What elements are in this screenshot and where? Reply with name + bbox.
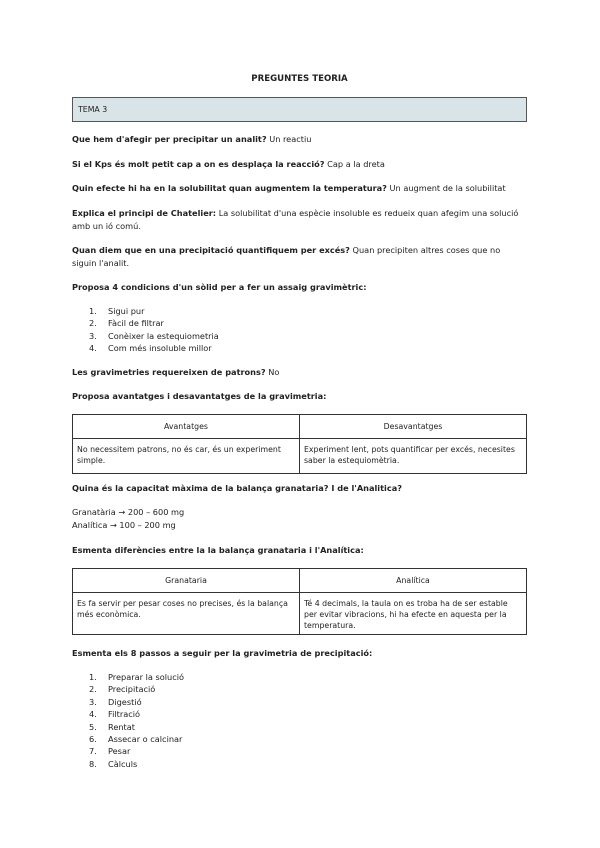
section-header [72,97,527,122]
table-header: Avantatges [73,415,300,439]
question-10 [72,544,527,557]
question-4 [72,207,527,232]
list-item: 3. Conèixer la estequiometria [89,330,219,341]
answer-text: No [268,367,280,377]
question-9 [72,482,527,495]
question-text: Si el Kps és molt petit cap a on es desplaça la reacció? [72,159,325,169]
question-text: Proposa 4 condicions d'un sòlid per a fer un assaig gravimètric: [72,282,367,292]
question-7 [72,366,527,379]
table-cell: No necessitem patrons, no és car, és un experiment simple. [73,439,300,474]
balance-comparison-table [72,568,527,635]
answer-text: Cap a la dreta [327,159,385,169]
page-title: PREGUNTES TEORIA [251,74,348,84]
list-item: 7. Pesar [89,746,131,757]
pros-cons-table [72,414,527,474]
question-3 [72,182,527,195]
question-text: Explica el principi de Chatelier: [72,208,217,218]
question-text: Esmenta diferències entre la la balança granataria i l'Analítica: [72,545,364,555]
table-header: Granataria [73,569,300,593]
list-item: 1. Sigui pur [89,306,145,316]
question-1 [72,133,527,146]
list-item: 6. Assecar o calcinar [89,734,183,745]
list-item: 4. Filtració [89,709,141,720]
question-8 [72,390,527,403]
question-text: Les gravimetries requereixen de patrons? [72,367,266,377]
question-text: Quina és la capacitat màxima de la balança granataria? I de l'Analitica? [72,483,402,493]
answer-text: Quan precipiten altres coses que no siguin l'analit. [72,245,501,268]
answer-text: Un augment de la solubilitat [389,183,506,193]
table-header: Analítica [300,569,527,593]
table-header: Desavantatges [300,415,527,439]
table-cell: Té 4 decimals, la taula on es troba ha de ser estable per evitar vibracions, hi ha efecte en aquesta per la temperatura. [300,593,527,635]
question-5 [72,244,527,269]
section-label: TEMA 3 [78,105,108,114]
list-item: 5. Rentat [89,721,135,732]
question-11 [72,647,527,660]
question-text: Que hem d'afegir per precipitar un analit? [72,134,267,144]
question-text: Quin efecte hi ha en la solubilitat quan augmentem la temperatura? [72,183,387,193]
answer-text: La solubilitat d'una espècie insoluble es redueix quan afegim una solució amb un ió comú. [72,208,519,231]
list-item: 3. Digestió [89,696,142,707]
list-item: 2. Fàcil de filtrar [89,318,164,329]
table-cell: Experiment lent, pots quantificar per excés, necesites saber la estequiomètria. [300,439,527,474]
question-text: Esmenta els 8 passos a seguir per la gravimetria de precipitació: [72,648,373,658]
table-row [73,593,527,635]
table-row [73,439,527,474]
capacity-line: Granatària → 200 – 600 mg [72,507,185,517]
steps-list [72,671,184,770]
table-header-row [73,415,527,439]
question-2 [72,158,527,171]
table-header-row [73,569,527,593]
list-item: 8. Càlculs [89,758,138,769]
capacity-values [72,506,184,531]
list-item: 1. Preparar la solució [89,672,185,682]
question-text: Proposa avantatges i desavantatges de la gravimetria: [72,391,327,401]
question-text: Quan diem que en una precipitació quantifiquem per excés? [72,245,350,255]
list-item: 2. Precipitació [89,684,156,695]
capacity-line: Analítica → 100 – 200 mg [72,519,176,530]
answer-text: Un reactiu [269,134,312,144]
conditions-list [72,305,219,355]
table-cell: Es fa servir per pesar coses no precises, és la balança més econòmica. [73,593,300,635]
question-6 [72,281,527,294]
list-item: 4. Com més insoluble millor [89,343,212,354]
